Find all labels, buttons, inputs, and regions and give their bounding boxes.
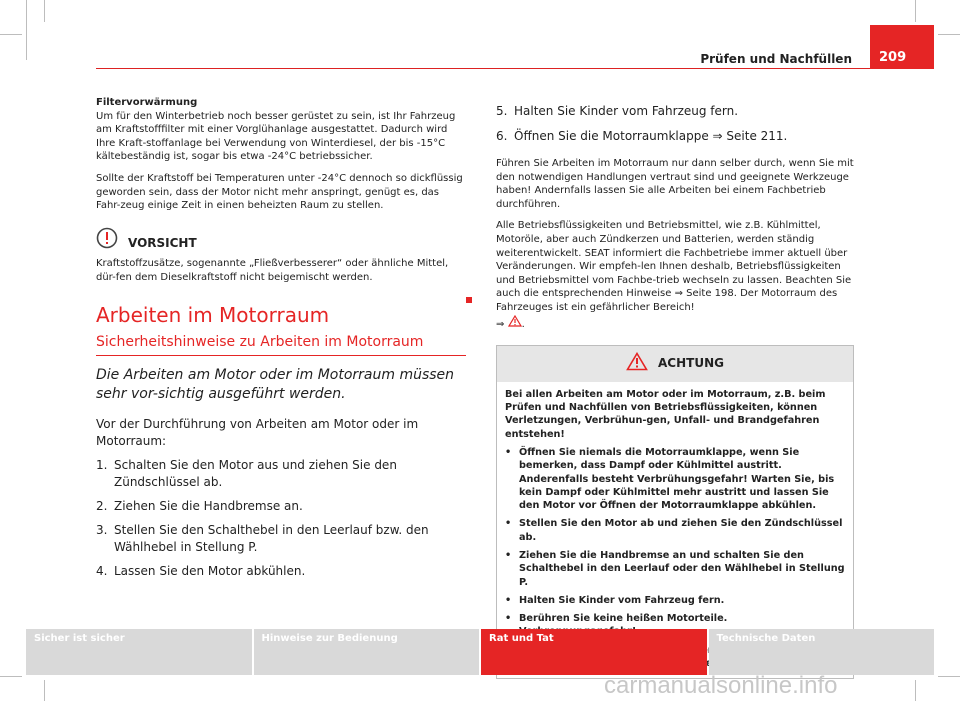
crop-mark (915, 0, 916, 22)
list-item: 5. Halten Sie Kinder vom Fahrzeug fern. (496, 104, 739, 118)
caution-note (96, 227, 466, 285)
left-column (96, 96, 466, 580)
intro-text: Vor der Durchführung von Arbeiten am Motor oder im Motorraum: (96, 416, 419, 448)
tab-hinweise-zur-bedienung[interactable]: Hinweise zur Bedienung (254, 629, 480, 675)
crop-mark (915, 680, 916, 701)
crop-mark (26, 0, 27, 60)
watermark-text: carmanualsonline.info (604, 672, 838, 699)
warning-header (497, 346, 853, 382)
exclamation-circle-icon (96, 227, 118, 254)
caution-title: VORSICHT (128, 236, 197, 251)
paragraph: Sollte der Kraftstoff bei Temperaturen unter -24°C dennoch so dickflüssig geworden sein, dass der Motor nicht mehr anspringt, genügt es, das Fahr-zeug einige Zeit in einen beheizten Raum zu stellen. (96, 172, 463, 212)
tab-sicher-ist-sicher[interactable]: Sicher ist sicher (26, 629, 252, 675)
warning-intro: Bei allen Arbeiten am Motor oder im Motorraum, z.B. beim Prüfen und Nachfüllen von Betriebsflüssigkeiten, können Verletzungen, Verbrühun-gen, Unfall- und Brandgefahren entstehen! (505, 388, 826, 440)
list-item: • Halten Sie Kinder vom Fahrzeug fern. (505, 594, 725, 606)
list-item: • Stellen Sie den Motor ab und ziehen Sie den Zündschlüssel ab. (505, 518, 843, 543)
list-item: 3. Stellen Sie den Schalthebel in den Leerlauf bzw. den Wählhebel in Stellung P. (96, 522, 429, 554)
list-item: • Ziehen Sie die Handbremse an und schalten Sie den Schalthebel in den Leerlauf oder den Wählhebel in Stellung P. (505, 549, 845, 588)
crop-mark (938, 34, 960, 35)
header-rule (96, 68, 934, 69)
caution-header (96, 227, 466, 254)
crop-mark (0, 676, 22, 677)
lead-text: Die Arbeiten am Motor oder im Motorraum müssen sehr vor-sichtig ausgeführt werden. (96, 366, 455, 402)
paragraph: Um für den Winterbetrieb noch besser gerüstet zu sein, ist Ihr Fahrzeug am Kraftstofffilter mit einer Vorglühanlage ausgestattet. Dadurch wird Ihre Kraft-stoffanlage bei Verwendung von Winterdiesel, der bis -15°C kältebeständig ist, sogar bis etwa -24°C betriebssicher. (96, 110, 456, 163)
page-number: 209 (870, 25, 934, 69)
list-item: • Berühren Sie keine heißen Motorteile. (505, 613, 728, 625)
list-item: • Öffnen Sie niemals die Motorraumklappe, wenn Sie bemerken, dass Dampf oder Kühlmittel austritt. Anderenfalls besteht Verbrühungsgefahr! Warten Sie, bis kein Dampf oder Kühlmittel mehr austritt und lassen Sie den Motor vor Öffnen der Motorraumklappe abkühlen. (505, 446, 835, 512)
crop-mark (0, 34, 22, 35)
warning-triangle-icon (626, 352, 648, 376)
warning-title: ACHTUNG (658, 356, 724, 371)
crop-mark (44, 0, 45, 22)
footer-tabs (26, 629, 934, 675)
tab-rat-und-tat[interactable]: Rat und Tat (481, 629, 707, 675)
paragraph: Alle Betriebsflüssigkeiten und Betriebsmittel, wie z.B. Kühlmittel, Motoröle, aber auch Zündkerzen und Batterien, werden ständig weiterentwickelt. SEAT informiert die Fachbetriebe immer aktuell über Veränderungen. Wir empfeh-len Ihnen deshalb, Betriebsflüssigkeiten und Betriebsmittel vom Fachbe-trieb wechseln zu lassen. Beachten Sie auch die entsprechenden Hinweise ⇒ Seite 198. Der Motorraum des Fahrzeuges ist ein gefährlicher Bereich! ⇒ . (496, 220, 852, 330)
caution-text: Kraftstoffzusätze, sogenannte „Fließverbesserer“ oder ähnliche Mittel, dür-fen dem Dieselkraftstoff nicht beigemischt werden. (96, 258, 449, 283)
right-column (496, 96, 854, 679)
list-item: 6. Öffnen Sie die Motorraumklappe ⇒ Seite 211. (496, 129, 788, 143)
list-item: 4. Lassen Sie den Motor abkühlen. (96, 563, 306, 578)
crop-mark (938, 676, 960, 677)
list-item: 1. Schalten Sie den Motor aus und ziehen Sie den Zündschlüssel ab. (96, 457, 397, 489)
warning-triangle-icon (508, 319, 522, 330)
paragraph: Führen Sie Arbeiten im Motorraum nur dann selber durch, wenn Sie mit den notwendigen Handlungen vertraut sind und geeignete Werkzeuge haben! Andernfalls lassen Sie alle Arbeiten bei einem Fachbetrieb durchführen. (496, 158, 854, 210)
list-item: 2. Ziehen Sie die Handbremse an. (96, 498, 303, 513)
page-header-title: Prüfen und Nachfüllen (700, 52, 852, 66)
crop-mark (44, 680, 45, 701)
step-list (496, 103, 854, 145)
subhead-filter: Filtervorwärmung (96, 97, 198, 108)
section-subtitle: Sicherheitshinweise zu Arbeiten im Motorraum (96, 336, 466, 356)
section-end-marker (466, 297, 472, 303)
tab-technische-daten[interactable]: Technische Daten (709, 629, 935, 675)
step-list (96, 457, 466, 580)
section-title: Arbeiten im Motorraum (96, 302, 330, 327)
